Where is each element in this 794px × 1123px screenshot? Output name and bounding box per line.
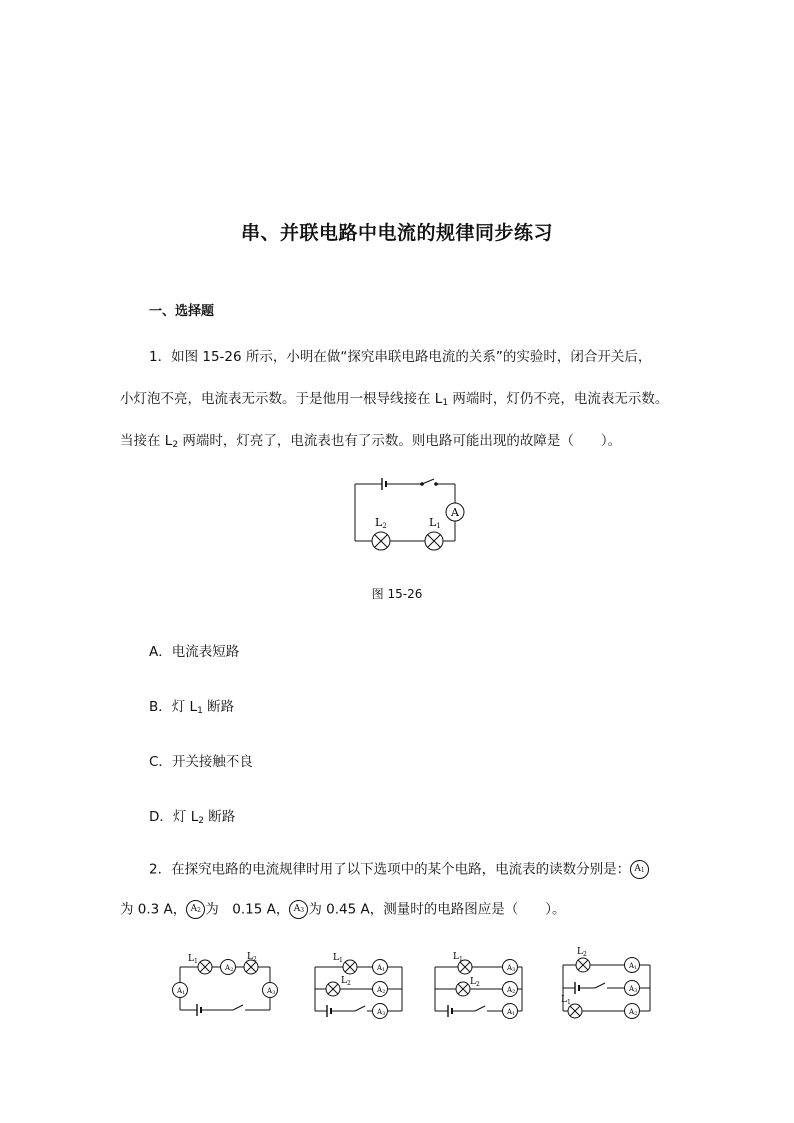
circuit-option-c <box>435 952 522 1019</box>
circuit-figure-15-26 <box>350 474 470 552</box>
ammeter-a3-badge: $A_3$ <box>289 900 308 919</box>
svg-text:L1: $L_1$ <box>561 995 571 1006</box>
svg-text:L2: $L_2$ <box>247 952 257 963</box>
circuit-option-a <box>173 952 278 1016</box>
svg-text:A3: A3 <box>377 1008 386 1017</box>
lamp-l2-label: L2 <box>375 516 387 530</box>
svg-text:L2: $L_2$ <box>577 947 587 958</box>
lamp-l1-label: L1 <box>429 516 441 530</box>
svg-text:A2: A2 <box>225 964 234 973</box>
figure-caption: 图 15-26 <box>371 587 423 601</box>
svg-text:A1: A1 <box>629 962 638 971</box>
ammeter-symbol <box>446 503 464 521</box>
option-a: A．电流表短路 <box>149 644 240 660</box>
svg-text:A1: A1 <box>177 987 186 996</box>
page-title: 串、并联电路中电流的规律同步练习 <box>240 222 553 244</box>
section-heading: 一、选择题 <box>149 304 215 319</box>
svg-text:A3: A3 <box>267 987 276 996</box>
lamp-l1-symbol <box>425 516 443 550</box>
option-d: D．灯 $L_2$ 断路 <box>149 809 236 826</box>
q1-line-3: 当接在 $L_2$ 两端时，灯亮了，电流表也有了示数。则电路可能出现的故障是（ ）。 <box>120 433 622 450</box>
option-c: C．开关接触不良 <box>149 754 253 770</box>
svg-text:L2: $L_2$ <box>470 977 480 988</box>
q1-line-1: 1．如图 15-26 所示，小明在做“探究串联电路电流的关系”的实验时，闭合开关后， <box>149 349 652 365</box>
svg-text:A1: A1 <box>507 1008 516 1017</box>
q1-line-2: 小灯泡不亮，电流表无示数。于是他用一根导线接在 $L_1$ 两端时，灯仍不亮，电流表无示数。 <box>120 391 669 408</box>
candidate-circuits <box>165 945 665 1027</box>
svg-text:A2: A2 <box>507 986 516 995</box>
svg-text:A2: A2 <box>629 1008 638 1017</box>
svg-text:A3: A3 <box>629 985 638 994</box>
circuit-option-b <box>315 953 402 1019</box>
q2-line-1: 2．在探究电路的电流规律时用了以下选项中的某个电路，电流表的读数分别是： $A_1$ <box>149 860 649 879</box>
svg-text:L1: $L_1$ <box>188 954 198 965</box>
ammeter-a1-badge: $A_1$ <box>630 860 649 879</box>
svg-text:L1: $L_1$ <box>333 953 343 964</box>
svg-text:A3: A3 <box>507 964 516 973</box>
q2-line-2: 为 0.3 A， $A_2$ 为 0.15 A， $A_3$ 为 0.45 A，测量时的电路图应是（ ）。 <box>120 901 566 918</box>
svg-text:L2: $L_2$ <box>341 976 351 987</box>
ammeter-label: A <box>451 506 459 519</box>
svg-text:L1: $L_1$ <box>453 952 463 963</box>
ammeter-a2-badge: $A_2$ <box>186 900 205 919</box>
option-b: B．灯 $L_1$ 断路 <box>149 699 235 716</box>
lamp-l2-symbol <box>372 516 390 550</box>
svg-text:A2: A2 <box>377 986 386 995</box>
circuit-option-d <box>561 947 650 1019</box>
svg-text:A1: A1 <box>377 964 386 973</box>
